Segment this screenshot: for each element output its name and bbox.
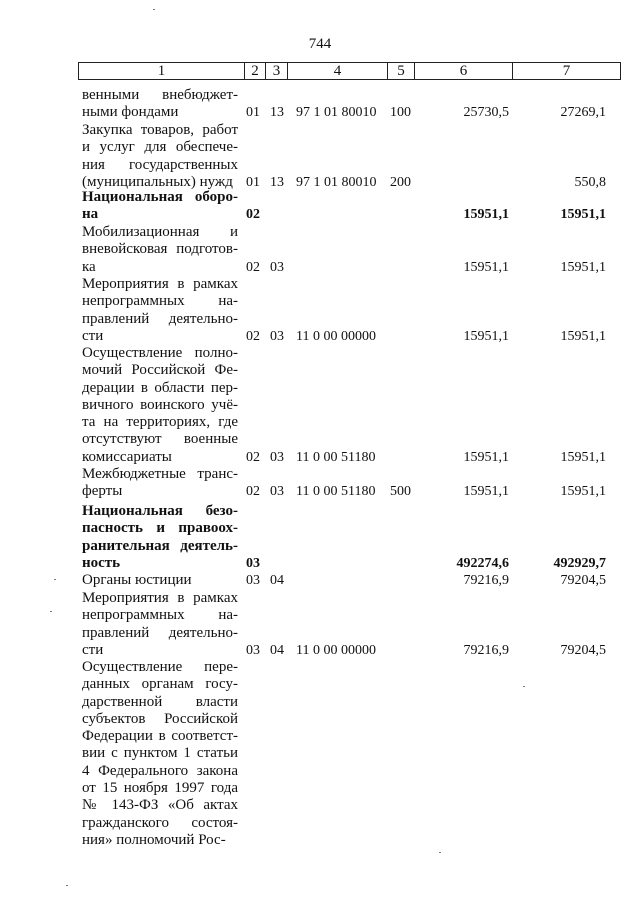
row-name xyxy=(82,572,238,589)
row-name-line: от 15 ноября 1997 года xyxy=(82,780,238,797)
header-col-1: 1 xyxy=(79,63,245,79)
header-col-7: 7 xyxy=(562,63,571,79)
row-name-line: Национальная оборо- xyxy=(82,189,238,205)
row-name-line: комиссариаты xyxy=(82,448,172,465)
row-col-2: 03 xyxy=(246,642,260,658)
row-name xyxy=(82,189,238,224)
scan-speck xyxy=(50,611,52,612)
row-col-3: 04 xyxy=(270,642,284,658)
row-name-line: ния» полномочий Рос- xyxy=(82,831,226,848)
row-col-2: 03 xyxy=(246,555,260,571)
row-name-line: Межбюджетные транс- xyxy=(82,466,238,482)
row-col-6: 15951,1 xyxy=(463,207,509,223)
row-col-2: 03 xyxy=(246,573,260,588)
header-col-2: 2 xyxy=(245,63,266,79)
row-name-line: непрограммных на- xyxy=(82,293,238,310)
row-col-7: 27269,1 xyxy=(560,105,606,121)
row-col-6: 15951,1 xyxy=(463,259,509,275)
row-name-line: правлений деятельно- xyxy=(82,624,238,641)
row-col-4: 11 0 00 00000 xyxy=(296,642,376,658)
row-col-2: 02 xyxy=(246,449,260,465)
row-name-line: мочий Российской Фе- xyxy=(82,362,238,379)
row-col-6: 79216,9 xyxy=(463,573,509,588)
row-name xyxy=(82,122,238,191)
row-name xyxy=(82,503,238,572)
header-col-5: 5 xyxy=(388,63,415,79)
row-col-7: 15951,1 xyxy=(560,484,606,500)
row-name-line: ными фондами xyxy=(82,104,179,121)
row-name-line: вневойсковая подготов- xyxy=(82,241,238,258)
scan-speck xyxy=(153,9,155,10)
row-col-4: 11 0 00 00000 xyxy=(296,328,376,344)
scan-speck xyxy=(439,852,441,853)
row-col-6: 15951,1 xyxy=(463,484,509,500)
row-name xyxy=(82,87,238,122)
row-col-6: 492274,6 xyxy=(456,555,509,571)
row-name-line: вии с пунктом 1 статьи xyxy=(82,745,238,762)
row-name-line: непрограммных на- xyxy=(82,607,238,624)
row-name-line: Осуществление полно- xyxy=(82,345,238,361)
row-col-3: 03 xyxy=(270,449,284,465)
row-name-line: сти xyxy=(82,327,104,344)
row-name-line: Мобилизационная и xyxy=(82,224,238,240)
row-col-2: 01 xyxy=(246,174,260,190)
row-col-3: 04 xyxy=(270,573,284,588)
row-name-line: Национальная безо- xyxy=(82,503,238,519)
row-col-5: 100 xyxy=(390,105,411,121)
row-col-7: 15951,1 xyxy=(560,259,606,275)
row-name xyxy=(82,345,238,466)
row-name-line: дарственной власти xyxy=(82,693,238,710)
row-col-4: 97 1 01 80010 xyxy=(296,174,377,190)
row-name-line: пасность и правоох- xyxy=(82,520,238,537)
page-number: 744 xyxy=(308,36,332,52)
row-name-line: вичного воинского учё- xyxy=(82,396,238,413)
table-header xyxy=(78,62,621,80)
row-name-line: на xyxy=(82,206,99,223)
scan-speck xyxy=(54,579,56,580)
row-name-line: Федерации в соответст- xyxy=(82,728,238,745)
row-name-line: ния государственных xyxy=(82,156,238,173)
row-col-4: 97 1 01 80010 xyxy=(296,105,377,121)
row-col-7: 550,8 xyxy=(574,174,606,190)
row-name-line: Мероприятия в рамках xyxy=(82,276,238,292)
row-name xyxy=(82,590,238,659)
row-name-line: ность xyxy=(82,554,121,571)
row-name-line: 4 Федерального закона xyxy=(82,762,238,779)
row-name-line: Закупка товаров, работ xyxy=(82,122,238,138)
header-col-3: 3 xyxy=(266,63,288,79)
row-col-2: 02 xyxy=(246,207,260,223)
row-col-7: 15951,1 xyxy=(560,328,606,344)
row-col-2: 01 xyxy=(246,105,260,121)
row-col-6: 79216,9 xyxy=(463,642,509,658)
row-col-5: 500 xyxy=(390,484,411,500)
header-col-4: 4 xyxy=(288,63,388,79)
row-col-3: 13 xyxy=(270,105,284,121)
row-name-line: ферты xyxy=(82,483,123,500)
row-col-7: 15951,1 xyxy=(560,207,606,223)
row-name-line: венными внебюджет- xyxy=(82,87,238,103)
row-name xyxy=(82,466,238,501)
row-col-2: 02 xyxy=(246,328,260,344)
scan-speck xyxy=(523,686,525,687)
header-col-6: 6 xyxy=(415,63,513,79)
row-name-line: ранительная деятель- xyxy=(82,537,238,554)
row-name-line: (муниципальных) нужд xyxy=(82,173,233,190)
row-col-5: 200 xyxy=(390,174,411,190)
row-name-line: правлений деятельно- xyxy=(82,310,238,327)
row-name-line: и услуг для обеспече- xyxy=(82,139,238,156)
row-name-line: Органы юстиции xyxy=(82,572,192,588)
row-col-3: 03 xyxy=(270,259,284,275)
row-name-line: субъектов Российской xyxy=(82,710,238,727)
row-name-line: сти xyxy=(82,641,104,658)
row-name-line: данных органам госу- xyxy=(82,676,238,693)
row-col-6: 15951,1 xyxy=(463,328,509,344)
row-col-3: 03 xyxy=(270,484,284,500)
row-name-line: та на территориях, где xyxy=(82,414,238,431)
row-col-7: 79204,5 xyxy=(560,573,606,588)
row-col-3: 03 xyxy=(270,328,284,344)
row-name-line: № 143-ФЗ «Об актах xyxy=(82,797,238,814)
row-name-line: Мероприятия в рамках xyxy=(82,590,238,606)
row-col-6: 15951,1 xyxy=(463,449,509,465)
row-col-2: 02 xyxy=(246,259,260,275)
row-name xyxy=(82,276,238,345)
row-col-7: 15951,1 xyxy=(560,449,606,465)
row-col-7: 492929,7 xyxy=(553,555,606,571)
row-name-line: Осуществление пере- xyxy=(82,659,238,675)
row-name-line: ка xyxy=(82,258,96,275)
row-col-7: 79204,5 xyxy=(560,642,606,658)
row-name-line: отсутствуют военные xyxy=(82,431,238,448)
row-name-line: дерации в области пер- xyxy=(82,379,238,396)
row-col-6: 25730,5 xyxy=(463,105,509,121)
row-col-4: 11 0 00 51180 xyxy=(296,449,376,465)
row-col-4: 11 0 00 51180 xyxy=(296,484,376,500)
row-col-2: 02 xyxy=(246,484,260,500)
row-name xyxy=(82,659,238,849)
row-name-line: гражданского состоя- xyxy=(82,814,238,831)
scan-speck xyxy=(66,885,68,886)
row-name xyxy=(82,224,238,276)
row-col-3: 13 xyxy=(270,174,284,190)
